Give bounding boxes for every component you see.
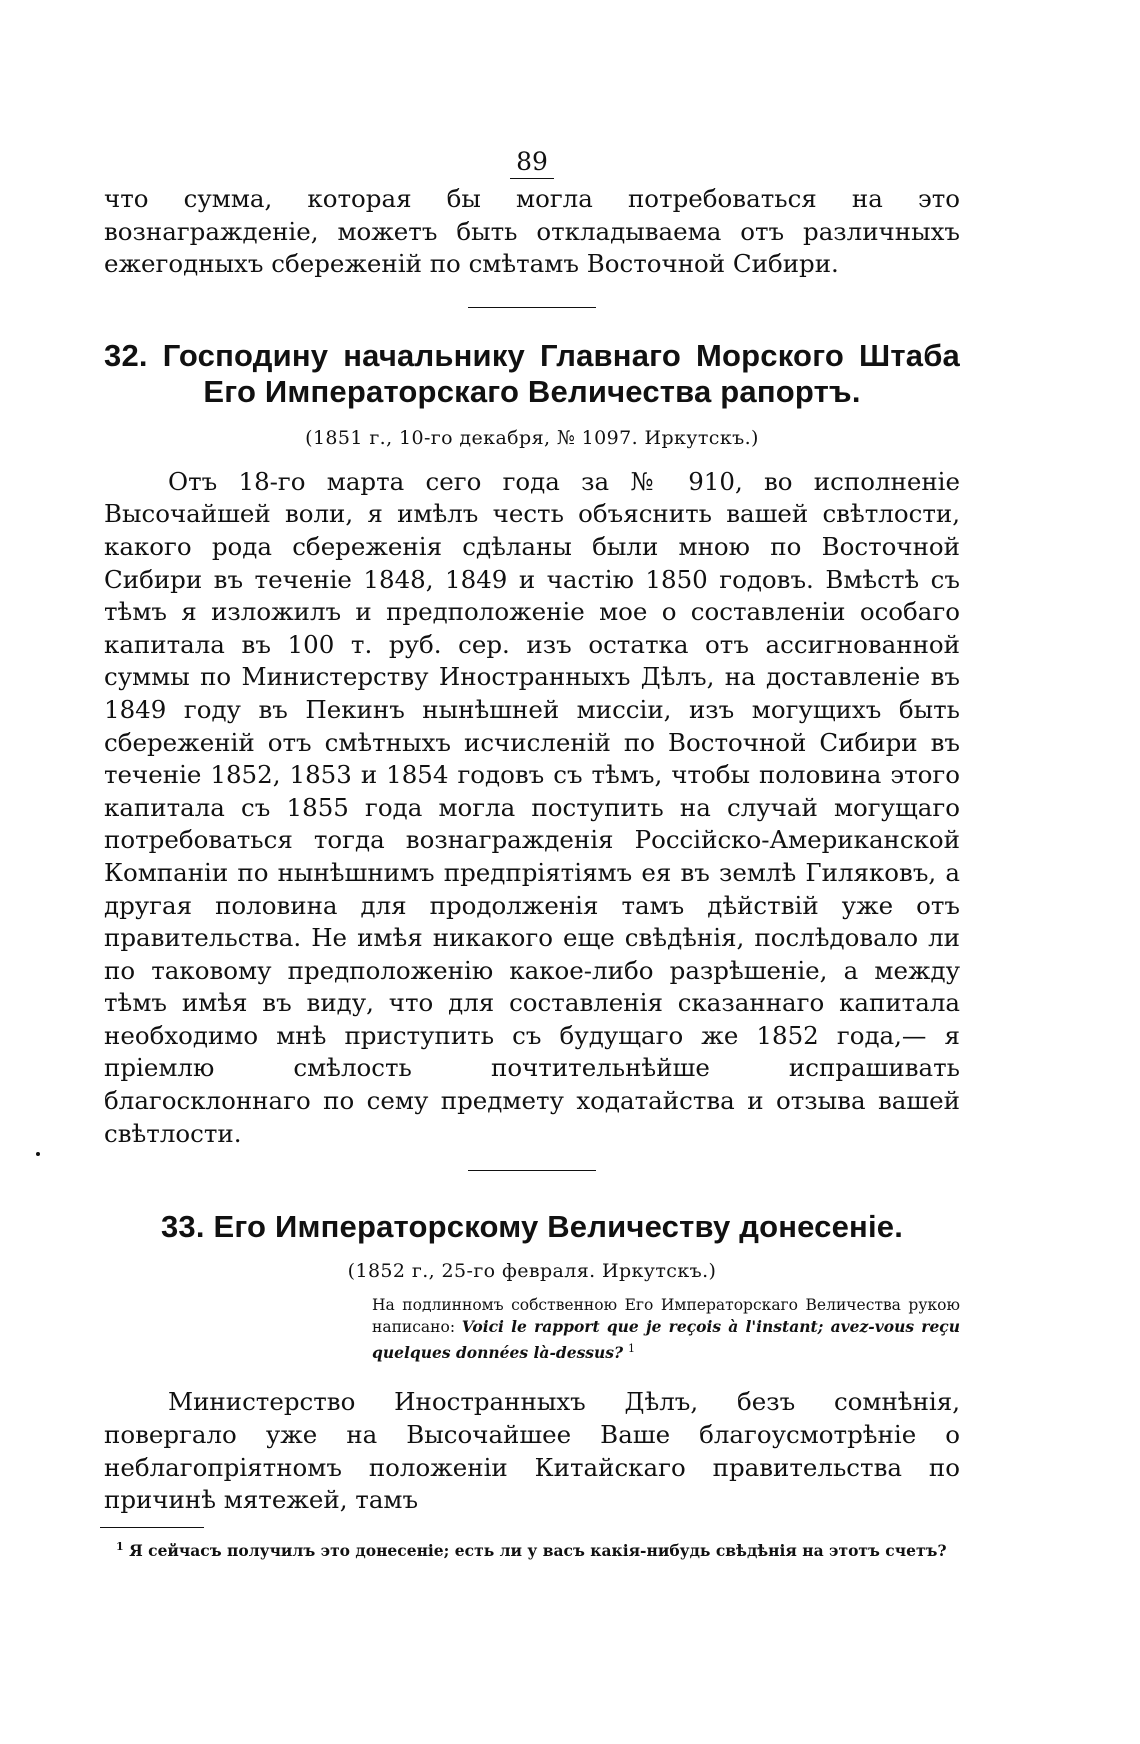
page-number: 89 xyxy=(104,148,960,179)
section-divider xyxy=(468,1170,596,1171)
section-33 xyxy=(104,1209,960,1517)
section-33-body: Министерство Иностранныхъ Дѣлъ, безъ сомнѣнія, повергало уже на Высочайшее Ваше благоусмотрѣніе о неблагопріятномъ положеніи Китайскаго правительства по причинѣ мятежей, тамъ xyxy=(104,1387,960,1515)
section-32-title: 32. Господину начальнику Главнаго Морского Штаба Его Императорскаго Величества рапортъ. xyxy=(104,337,960,409)
annotation-french: Voici le rapport que je reçois à l'instant; avez-vous reçu quelques données là-dessus? xyxy=(372,1317,961,1363)
section-33-dateline: (1852 г., 25-го февраля. Иркутскъ.) xyxy=(347,1260,717,1283)
document-page xyxy=(104,148,960,1562)
footnote-marker: 1 xyxy=(116,1539,124,1553)
section-32 xyxy=(104,338,960,1150)
imperial-annotation xyxy=(372,1295,960,1364)
footnote-text: Я сейчасъ получилъ это донесеніе; есть ли у васъ какія-нибудь свѣдѣнія на этотъ счетъ? xyxy=(129,1540,947,1560)
section-divider xyxy=(468,307,596,308)
footnote xyxy=(116,1536,960,1562)
annotation-prefix: На подлинномъ собственною Его Императорскаго Величества рукою написано: xyxy=(372,1296,960,1337)
section-33-title: 33. Его Императорскому Величеству донесеніе. xyxy=(160,1209,904,1245)
section-32-body: Отъ 18-го марта сего года за № 910, во исполненіе Высочайшей воли, я имѣлъ честь объяснить вашей свѣтлости, какого рода сбереженія сдѣланы были мною по Восточной Сибири въ теченіе 1848, 1849 и частію 1850 годовъ. Вмѣстѣ съ тѣмъ я изложилъ и предположеніе мое о составленіи особаго капитала въ 100 т. руб. сер. изъ остатка отъ ассигнованной суммы по Министерству Иностранныхъ Дѣлъ, на доставленіе въ 1849 году въ Пекинъ нынѣшней миссіи, изъ могущихъ быть сбереженій отъ смѣтныхъ исчисленій по Восточной Сибири въ теченіе 1852, 1853 и 1854 годовъ съ тѣмъ, чтобы половина этого капитала съ 1855 года могла поступить на случай могущаго потребоваться тогда вознагражденія Россійско-Американской Компаніи по нынѣшнимъ предпріятіямъ ея въ землѣ Гиляковъ, а другая половина для продолженія тамъ дѣйствій уже отъ правительства. Не имѣя никакого еще свѣдѣнія, послѣдовало ли по таковому предположенію какое-либо разрѣшеніе, а между тѣмъ имѣя въ виду, что для составленія сказаннаго капитала необходимо мнѣ приступить съ будущаго же 1852 года,— я пріемлю смѣлость почтительнѣйше испрашивать благосклоннаго по сему предмету ходатайства и отзыва вашей свѣтлости. xyxy=(104,466,960,1148)
footnote-ref: 1 xyxy=(628,1342,636,1356)
opening-paragraph: что сумма, которая бы могла потребоваться на это вознагражденіе, можетъ быть откладываема отъ различныхъ ежегодныхъ сбереженій по смѣтамъ Восточной Сибири. xyxy=(104,184,960,279)
margin-dot xyxy=(36,1152,40,1156)
section-32-dateline: (1851 г., 10-го декабря, № 1097. Иркутскъ.) xyxy=(305,426,759,449)
footnote-rule xyxy=(100,1527,204,1528)
